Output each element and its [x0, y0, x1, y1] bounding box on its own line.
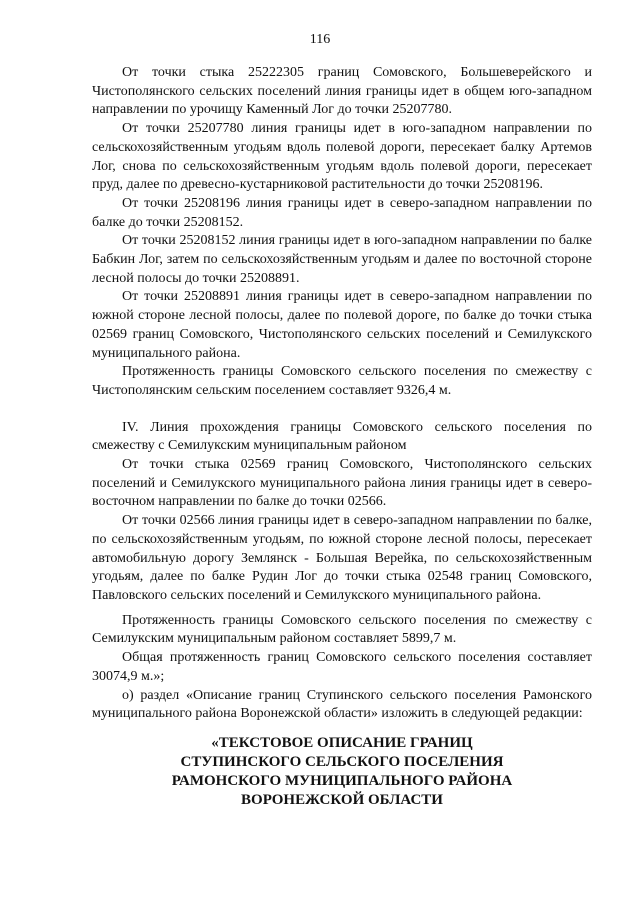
title-line: «ТЕКСТОВОЕ ОПИСАНИЕ ГРАНИЦ: [211, 734, 473, 751]
paragraph: От точки 25208891 линия границы идет в северо-западном направлении по южной стороне лесной полосы, далее по полевой дороге, по балке до точки стыка 02569 границ Сомовского, Чистополянского сельских поселений и Семилукского муниципального района.: [92, 289, 592, 361]
title-line: СТУПИНСКОГО СЕЛЬСКОГО ПОСЕЛЕНИЯ: [180, 753, 504, 770]
page-number: 116: [309, 32, 331, 47]
paragraph: От точки 02566 линия границы идет в северо-западном направлении по балке, по сельскохозяйственным угодьям, по южной стороне лесной полосы, пересекает автомобильную дорогу Землянск - Большая Верейка, по сельскохозяйственным угодьям, далее по балке Рудин Лог до точки стыка 02548 границ Сомовского, Павловского сельских поселений и Семилукского муниципального района.: [92, 513, 592, 603]
paragraph: о) раздел «Описание границ Ступинского сельского поселения Рамонского муниципального района Воронежской области» изложить в следующей редакции:: [92, 687, 592, 722]
document-body: [92, 64, 592, 810]
paragraph: Протяженность границы Сомовского сельского поселения по смежеству с Чистополянским сельским поселением составляет 9326,4 м.: [92, 364, 592, 398]
section-heading: IV. Линия прохождения границы Сомовского сельского поселения по смежеству с Семилукским муниципальным районом: [92, 419, 592, 454]
paragraph: Протяженность границы Сомовского сельского поселения по смежеству с Семилукским муниципальным районом составляет 5899,7 м.: [92, 612, 592, 647]
paragraph: От точки 25208152 линия границы идет в юго-западном направлении по балке Бабкин Лог, затем по сельскохозяйственным угодьям и далее по восточной стороне лесной полосы до точки 25208891.: [92, 233, 592, 286]
paragraph: Общая протяженность границ Сомовского сельского поселения составляет 30074,9 м.»;: [92, 650, 592, 684]
title-line: ВОРОНЕЖСКОЙ ОБЛАСТИ: [241, 791, 443, 808]
title-line: РАМОНСКОГО МУНИЦИПАЛЬНОГО РАЙОНА: [171, 772, 513, 789]
paragraph: От точки стыка 02569 границ Сомовского, Чистополянского сельских поселений и Семилукского муниципального района линия границы идет в северо-восточном направлении по балке до точки 02566.: [92, 457, 592, 510]
paragraph: От точки 25207780 линия границы идет в юго-западном направлении по сельскохозяйственным угодьям вдоль полевой дороги, пересекает балку Артемов Лог, снова по сельскохозяйственным угодьям вдоль полевой дороги, пересекает пруд, далее по древесно-кустарниковой растительности до точки 25208196.: [92, 121, 592, 193]
spacer: [92, 401, 592, 419]
document-title: [92, 734, 592, 810]
paragraph: От точки стыка 25222305 границ Сомовского, Большеверейского и Чистополянского сельских поселений линия границы идет в общем юго-западном направлении по урочищу Каменный Лог до точки 25207780.: [92, 65, 592, 118]
paragraph: От точки 25208196 линия границы идет в северо-западном направлении по балке до точки 25208152.: [92, 195, 592, 230]
